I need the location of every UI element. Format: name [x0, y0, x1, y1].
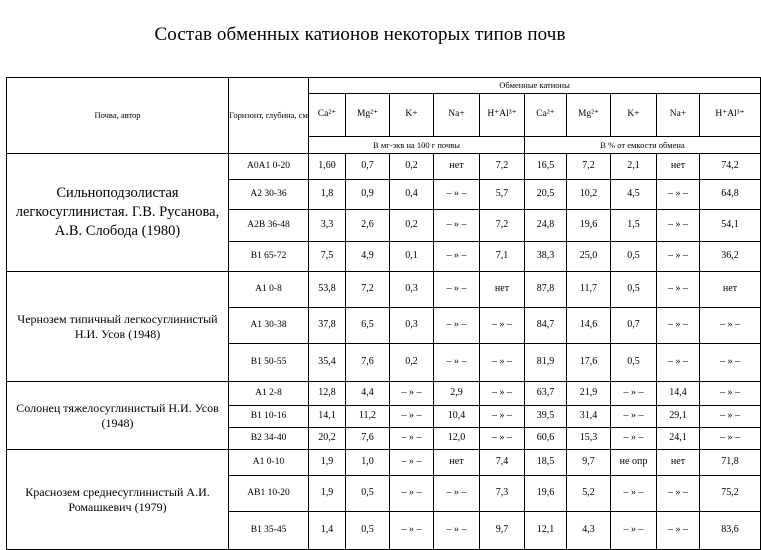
- value-cell: 37,8: [309, 308, 346, 344]
- value-cell: 54,1: [700, 210, 761, 242]
- value-cell: 7,5: [309, 242, 346, 272]
- value-cell: 0,7: [611, 308, 657, 344]
- value-cell: 63,7: [525, 382, 567, 406]
- value-cell: 12,8: [309, 382, 346, 406]
- horizon-cell: A1 0-8: [229, 272, 309, 308]
- value-cell: 75,2: [700, 476, 761, 512]
- value-cell: 5,7: [480, 180, 525, 210]
- value-cell: – » –: [700, 382, 761, 406]
- value-cell: – » –: [434, 476, 480, 512]
- value-cell: – » –: [657, 476, 700, 512]
- value-cell: – » –: [611, 428, 657, 450]
- cation-header: Na+: [657, 94, 700, 137]
- value-cell: нет: [700, 272, 761, 308]
- value-cell: 4,5: [611, 180, 657, 210]
- value-cell: 0,2: [390, 154, 434, 180]
- value-cell: 7,6: [346, 344, 390, 382]
- value-cell: 1,60: [309, 154, 346, 180]
- value-cell: – » –: [390, 382, 434, 406]
- value-cell: 39,5: [525, 406, 567, 428]
- value-cell: 7,4: [480, 450, 525, 476]
- cation-header: K+: [390, 94, 434, 137]
- horizon-cell: A2B 36-48: [229, 210, 309, 242]
- value-cell: 21,9: [567, 382, 611, 406]
- cation-header: Mg²⁺: [346, 94, 390, 137]
- value-cell: – » –: [434, 512, 480, 550]
- value-cell: 10,4: [434, 406, 480, 428]
- value-cell: 1,4: [309, 512, 346, 550]
- value-cell: 83,6: [700, 512, 761, 550]
- value-cell: 1,9: [309, 450, 346, 476]
- value-cell: 9,7: [567, 450, 611, 476]
- value-cell: – » –: [480, 308, 525, 344]
- value-cell: 0,7: [346, 154, 390, 180]
- cation-header: Na+: [434, 94, 480, 137]
- value-cell: 7,1: [480, 242, 525, 272]
- value-cell: – » –: [480, 382, 525, 406]
- value-cell: 14,6: [567, 308, 611, 344]
- table-row: [7, 272, 761, 308]
- value-cell: – » –: [480, 344, 525, 382]
- value-cell: 1,9: [309, 476, 346, 512]
- value-cell: – » –: [611, 406, 657, 428]
- value-cell: 2,9: [434, 382, 480, 406]
- horizon-cell: A1 30-38: [229, 308, 309, 344]
- value-cell: – » –: [480, 406, 525, 428]
- value-cell: нет: [480, 272, 525, 308]
- value-cell: – » –: [657, 308, 700, 344]
- cation-header: Mg²⁺: [567, 94, 611, 137]
- value-cell: 0,2: [390, 210, 434, 242]
- value-cell: 7,2: [480, 154, 525, 180]
- value-cell: 31,4: [567, 406, 611, 428]
- value-cell: – » –: [700, 308, 761, 344]
- value-cell: 12,1: [525, 512, 567, 550]
- table-row: [7, 154, 761, 180]
- value-cell: – » –: [390, 406, 434, 428]
- horizon-cell: B1 50-55: [229, 344, 309, 382]
- value-cell: 0,3: [390, 272, 434, 308]
- value-cell: – » –: [434, 272, 480, 308]
- value-cell: 1,5: [611, 210, 657, 242]
- value-cell: 2,1: [611, 154, 657, 180]
- value-cell: 10,2: [567, 180, 611, 210]
- value-cell: 15,3: [567, 428, 611, 450]
- horizon-cell: B1 35-45: [229, 512, 309, 550]
- cation-header: Ca²⁺: [525, 94, 567, 137]
- units-percent-header: В % от емкости обмена: [525, 137, 761, 154]
- value-cell: 14,1: [309, 406, 346, 428]
- value-cell: 18,5: [525, 450, 567, 476]
- soil-author-cell: Краснозем среднесуглинистый А.И. Ромашкевич (1979): [7, 450, 229, 550]
- value-cell: – » –: [657, 344, 700, 382]
- value-cell: – » –: [657, 180, 700, 210]
- value-cell: нет: [434, 154, 480, 180]
- value-cell: 14,4: [657, 382, 700, 406]
- value-cell: 87,8: [525, 272, 567, 308]
- value-cell: 5,2: [567, 476, 611, 512]
- value-cell: 6,5: [346, 308, 390, 344]
- horizon-cell: A1 2-8: [229, 382, 309, 406]
- value-cell: 1,8: [309, 180, 346, 210]
- value-cell: 4,4: [346, 382, 390, 406]
- value-cell: 7,2: [346, 272, 390, 308]
- value-cell: 60,6: [525, 428, 567, 450]
- value-cell: 11,7: [567, 272, 611, 308]
- value-cell: – » –: [390, 476, 434, 512]
- cation-header: K+: [611, 94, 657, 137]
- table-row: [7, 382, 761, 406]
- value-cell: 0,5: [346, 512, 390, 550]
- value-cell: 35,4: [309, 344, 346, 382]
- soil-author-header: Почва, автор: [7, 78, 229, 154]
- value-cell: 53,8: [309, 272, 346, 308]
- value-cell: 38,3: [525, 242, 567, 272]
- horizon-cell: B2 34-40: [229, 428, 309, 450]
- value-cell: – » –: [390, 428, 434, 450]
- value-cell: 9,7: [480, 512, 525, 550]
- value-cell: 0,5: [611, 344, 657, 382]
- value-cell: 20,2: [309, 428, 346, 450]
- cation-table: [6, 77, 761, 550]
- value-cell: 81,9: [525, 344, 567, 382]
- value-cell: 0,1: [390, 242, 434, 272]
- horizon-depth-header: Горизонт, глубина, см: [229, 78, 309, 154]
- horizon-cell: B1 10-16: [229, 406, 309, 428]
- cation-header: H⁺Al³⁺: [700, 94, 761, 137]
- value-cell: 4,9: [346, 242, 390, 272]
- value-cell: 7,3: [480, 476, 525, 512]
- value-cell: – » –: [700, 406, 761, 428]
- value-cell: 7,6: [346, 428, 390, 450]
- value-cell: – » –: [700, 428, 761, 450]
- value-cell: – » –: [434, 180, 480, 210]
- value-cell: 71,8: [700, 450, 761, 476]
- value-cell: 20,5: [525, 180, 567, 210]
- page-title: Состав обменных катионов некоторых типов почв: [154, 24, 566, 45]
- value-cell: нет: [657, 154, 700, 180]
- value-cell: 17,6: [567, 344, 611, 382]
- value-cell: – » –: [611, 512, 657, 550]
- value-cell: 7,2: [480, 210, 525, 242]
- horizon-cell: A0A1 0-20: [229, 154, 309, 180]
- value-cell: 25,0: [567, 242, 611, 272]
- soil-author-cell: Чернозем типичный легкосуглинистый Н.И. Усов (1948): [7, 272, 229, 382]
- value-cell: 1,0: [346, 450, 390, 476]
- value-cell: 0,2: [390, 344, 434, 382]
- value-cell: – » –: [657, 210, 700, 242]
- value-cell: 0,3: [390, 308, 434, 344]
- value-cell: – » –: [390, 512, 434, 550]
- value-cell: 0,4: [390, 180, 434, 210]
- value-cell: 16,5: [525, 154, 567, 180]
- value-cell: 0,5: [611, 272, 657, 308]
- exchange-cations-header: Обменные катионы: [309, 78, 761, 94]
- value-cell: нет: [657, 450, 700, 476]
- value-cell: 11,2: [346, 406, 390, 428]
- value-cell: 24,8: [525, 210, 567, 242]
- value-cell: 29,1: [657, 406, 700, 428]
- value-cell: – » –: [434, 210, 480, 242]
- value-cell: 84,7: [525, 308, 567, 344]
- value-cell: 4,3: [567, 512, 611, 550]
- value-cell: – » –: [657, 512, 700, 550]
- table-row: [7, 450, 761, 476]
- value-cell: нет: [434, 450, 480, 476]
- value-cell: – » –: [434, 344, 480, 382]
- value-cell: 3,3: [309, 210, 346, 242]
- horizon-cell: B1 65-72: [229, 242, 309, 272]
- value-cell: 0,9: [346, 180, 390, 210]
- soil-author-cell: Солонец тяжелосуглинистый Н.И. Усов (1948): [7, 382, 229, 450]
- value-cell: – » –: [657, 272, 700, 308]
- value-cell: – » –: [611, 382, 657, 406]
- units-meq-header: В мг-экв на 100 г почвы: [309, 137, 525, 154]
- value-cell: 36,2: [700, 242, 761, 272]
- value-cell: 24,1: [657, 428, 700, 450]
- value-cell: 19,6: [525, 476, 567, 512]
- value-cell: 7,2: [567, 154, 611, 180]
- cation-header: H⁺Al³⁺: [480, 94, 525, 137]
- value-cell: 19,6: [567, 210, 611, 242]
- cation-header: Ca²⁺: [309, 94, 346, 137]
- horizon-cell: AB1 10-20: [229, 476, 309, 512]
- value-cell: – » –: [700, 344, 761, 382]
- value-cell: 12,0: [434, 428, 480, 450]
- value-cell: – » –: [480, 428, 525, 450]
- value-cell: 0,5: [611, 242, 657, 272]
- value-cell: – » –: [434, 308, 480, 344]
- value-cell: 64,8: [700, 180, 761, 210]
- soil-author-cell: Сильноподзолистая легкосуглинистая. Г.В. Русанова, А.В. Слобода (1980): [7, 154, 229, 272]
- value-cell: не опр: [611, 450, 657, 476]
- value-cell: – » –: [434, 242, 480, 272]
- value-cell: – » –: [611, 476, 657, 512]
- horizon-cell: A2 30-36: [229, 180, 309, 210]
- value-cell: – » –: [390, 450, 434, 476]
- value-cell: 74,2: [700, 154, 761, 180]
- value-cell: – » –: [657, 242, 700, 272]
- horizon-cell: A1 0-10: [229, 450, 309, 476]
- value-cell: 0,5: [346, 476, 390, 512]
- value-cell: 2,6: [346, 210, 390, 242]
